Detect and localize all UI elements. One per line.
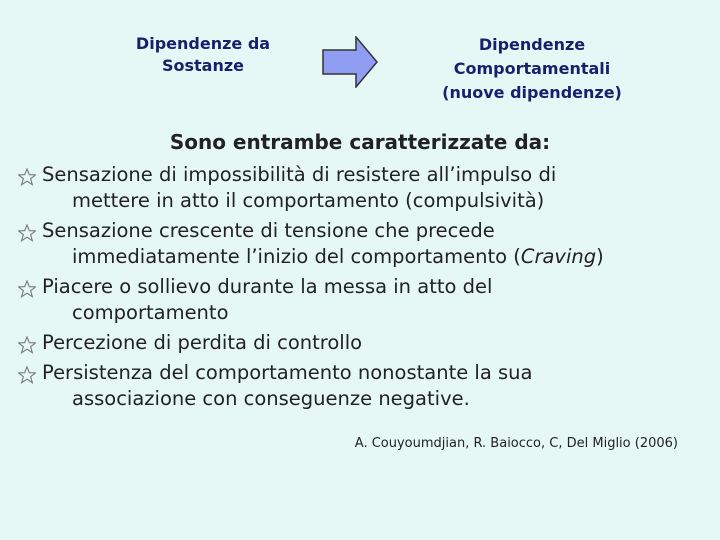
list-item-line1: Percezione di perdita di controllo bbox=[42, 331, 363, 354]
list-item-line2: associazione con conseguenze negative. bbox=[72, 387, 470, 410]
header-right-line1: Dipendenze bbox=[478, 35, 586, 54]
list-item-line2-close: ) bbox=[596, 245, 604, 268]
list-item-line1: Sensazione crescente di tensione che precede bbox=[42, 219, 495, 242]
list-item-line2: comportamento bbox=[72, 301, 229, 324]
star-icon bbox=[18, 366, 36, 384]
header-right-line2: Comportamentali bbox=[453, 59, 611, 78]
list-item bbox=[18, 274, 708, 326]
header-left-title bbox=[118, 33, 288, 77]
list-item-line2: mettere in atto il comportamento (compulsività) bbox=[72, 189, 545, 212]
star-icon bbox=[18, 336, 36, 354]
section-heading: Sono entrambe caratterizzate da: bbox=[169, 130, 551, 154]
right-arrow-icon bbox=[322, 36, 378, 88]
list-item-line1: Persistenza del comportamento nonostante la sua bbox=[42, 361, 533, 384]
star-icon bbox=[18, 280, 36, 298]
list-item bbox=[18, 218, 708, 270]
list-item-line2-text: immediatamente l’inizio del comportamento ( bbox=[72, 245, 521, 268]
list-item-line1: Sensazione di impossibilità di resistere all’impulso di bbox=[42, 163, 557, 186]
list-item-line1: Piacere o sollievo durante la messa in atto del bbox=[42, 275, 493, 298]
header-right-title bbox=[424, 33, 640, 105]
craving-term: Craving bbox=[520, 245, 597, 268]
header-left-line2: Sostanze bbox=[161, 56, 245, 75]
header-left-line1: Dipendenze da bbox=[135, 34, 271, 53]
list-item bbox=[18, 162, 708, 214]
citation: A. Couyoumdjian, R. Baiocco, C, Del Miglio (2006) bbox=[354, 436, 678, 451]
star-icon bbox=[18, 224, 36, 242]
list-item bbox=[18, 330, 708, 356]
star-icon bbox=[18, 168, 36, 186]
header-right-line3: (nuove dipendenze) bbox=[442, 83, 622, 102]
criteria-list bbox=[18, 162, 708, 416]
list-item bbox=[18, 360, 708, 412]
list-item-line2 bbox=[72, 244, 708, 270]
